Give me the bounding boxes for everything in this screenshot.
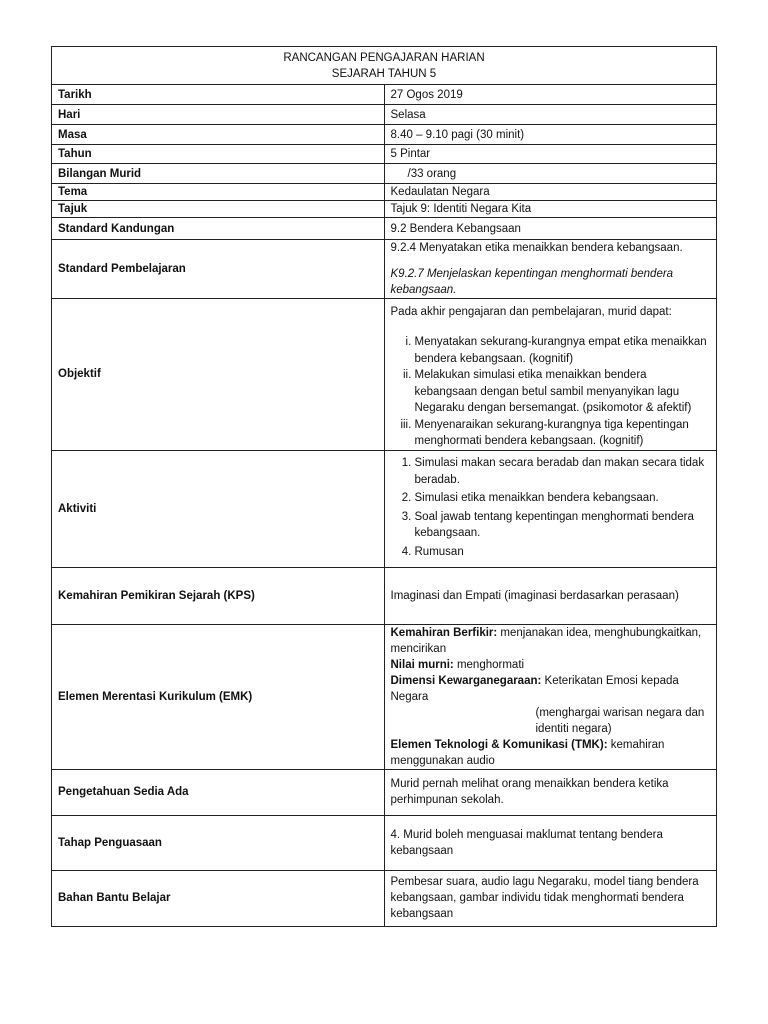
row-aktiviti <box>52 450 717 567</box>
row-tema <box>52 184 717 201</box>
label-psa: Pengetahuan Sedia Ada <box>52 769 385 815</box>
objektif-intro: Pada akhir pengajaran dan pembelajaran, murid dapat: <box>390 306 672 318</box>
row-bilangan <box>52 164 717 184</box>
sp-line2: K9.2.7 Menjelaskan kepentingan menghormati bendera kebangsaan. <box>390 268 674 296</box>
aktiviti-list <box>391 455 711 560</box>
emk-kb-value: menjanakan idea, menghubungkaitkan, mencirikan <box>390 626 702 655</box>
row-hari <box>52 105 717 125</box>
aktiviti-item: 4. Rumusan <box>415 544 711 561</box>
emk-dk-value: Keterikatan Emosi kepada Negara <box>390 674 679 703</box>
value-tahun: 5 Pintar <box>384 145 717 164</box>
objektif-list <box>391 334 711 450</box>
aktiviti-item: 2. Simulasi etika menaikkan bendera kebangsaan. <box>415 490 711 507</box>
title-line2: SEJARAH TAHUN 5 <box>331 67 437 80</box>
value-tajuk: Tajuk 9: Identiti Negara Kita <box>384 201 717 218</box>
label-bilangan: Bilangan Murid <box>52 164 385 184</box>
emk-kb-label: Kemahiran Berfikir: <box>390 626 498 639</box>
objektif-item: i. Menyatakan sekurang-kurangnya empat etika menaikkan bendera kebangsaan. (kognitif) <box>415 334 711 367</box>
bilangan-text: /33 orang <box>407 167 457 180</box>
row-bbb <box>52 870 717 926</box>
row-emk <box>52 624 717 769</box>
label-tahun: Tahun <box>52 145 385 164</box>
value-sk: 9.2 Bendera Kebangsaan <box>384 218 717 240</box>
row-objektif <box>52 299 717 451</box>
objektif-item: ii. Melakukan simulasi etika menaikkan bendera kebangsaan dengan betul sambil menyanyikan lagu Negaraku dengan bersemangat. (psikomotor & afektif) <box>415 367 711 417</box>
label-tajuk: Tajuk <box>52 201 385 218</box>
value-emk <box>384 624 717 769</box>
label-tarikh: Tarikh <box>52 85 385 105</box>
lesson-plan-table <box>51 46 717 927</box>
emk-nm <box>391 657 711 673</box>
objektif-gap <box>391 320 711 334</box>
label-emk: Elemen Merentasi Kurikulum (EMK) <box>52 624 385 769</box>
value-objektif <box>384 299 717 451</box>
label-tema: Tema <box>52 184 385 201</box>
emk-tmk-value: kemahiran menggunakan audio <box>390 738 665 767</box>
emk-dk-label: Dimensi Kewarganegaraan: <box>390 674 542 687</box>
row-tarikh <box>52 85 717 105</box>
row-kps <box>52 567 717 624</box>
label-kps: Kemahiran Pemikiran Sejarah (KPS) <box>52 567 385 624</box>
sp-line1: 9.2.4 Menyatakan etika menaikkan bendera kebangsaan. <box>390 242 683 254</box>
emk-kb <box>391 625 711 657</box>
row-tajuk <box>52 201 717 218</box>
sp-gap <box>391 256 711 266</box>
value-masa: 8.40 – 9.10 pagi (30 minit) <box>384 125 717 145</box>
aktiviti-item: 3. Soal jawab tentang kepentingan menghormati bendera kebangsaan. <box>415 509 711 542</box>
label-sk: Standard Kandungan <box>52 218 385 240</box>
value-tema: Kedaulatan Negara <box>384 184 717 201</box>
value-tarikh: 27 Ogos 2019 <box>384 85 717 105</box>
title-row <box>52 47 717 85</box>
row-sk <box>52 218 717 240</box>
value-bbb: Pembesar suara, audio lagu Negaraku, model tiang bendera kebangsaan, gambar individu tidak menghormati bendera kebangsaan <box>384 870 717 926</box>
objektif-item: iii. Menyenaraikan sekurang-kurangnya tiga kepentingan menghormati bendera kebangsaan. (kognitif) <box>415 417 711 450</box>
row-tahun <box>52 145 717 164</box>
label-sp: Standard Pembelajaran <box>52 240 385 299</box>
value-bilangan <box>384 164 717 184</box>
emk-dk <box>391 673 711 705</box>
value-tp: 4. Murid boleh menguasai maklumat tentang bendera kebangsaan <box>384 815 717 870</box>
emk-tmk <box>391 737 711 769</box>
value-sp <box>384 240 717 299</box>
row-masa <box>52 125 717 145</box>
value-aktiviti <box>384 450 717 567</box>
label-hari: Hari <box>52 105 385 125</box>
emk-dk-sub: (menghargai warisan negara dan identiti negara) <box>535 706 705 735</box>
row-psa <box>52 769 717 815</box>
title-line1: RANCANGAN PENGAJARAN HARIAN <box>283 51 485 64</box>
label-objektif: Objektif <box>52 299 385 451</box>
emk-tmk-label: Elemen Teknologi & Komunikasi (TMK): <box>390 738 608 751</box>
row-sp <box>52 240 717 299</box>
value-psa: Murid pernah melihat orang menaikkan bendera ketika perhimpunan sekolah. <box>384 769 717 815</box>
value-hari: Selasa <box>384 105 717 125</box>
emk-nm-value: menghormati <box>453 658 525 671</box>
value-kps: Imaginasi dan Empati (imaginasi berdasarkan perasaan) <box>384 567 717 624</box>
label-masa: Masa <box>52 125 385 145</box>
label-aktiviti: Aktiviti <box>52 450 385 567</box>
label-tp: Tahap Penguasaan <box>52 815 385 870</box>
table-title <box>52 47 717 85</box>
emk-nm-label: Nilai murni: <box>390 658 454 671</box>
aktiviti-item: 1. Simulasi makan secara beradab dan makan secara tidak beradab. <box>415 455 711 488</box>
row-tp <box>52 815 717 870</box>
label-bbb: Bahan Bantu Belajar <box>52 870 385 926</box>
